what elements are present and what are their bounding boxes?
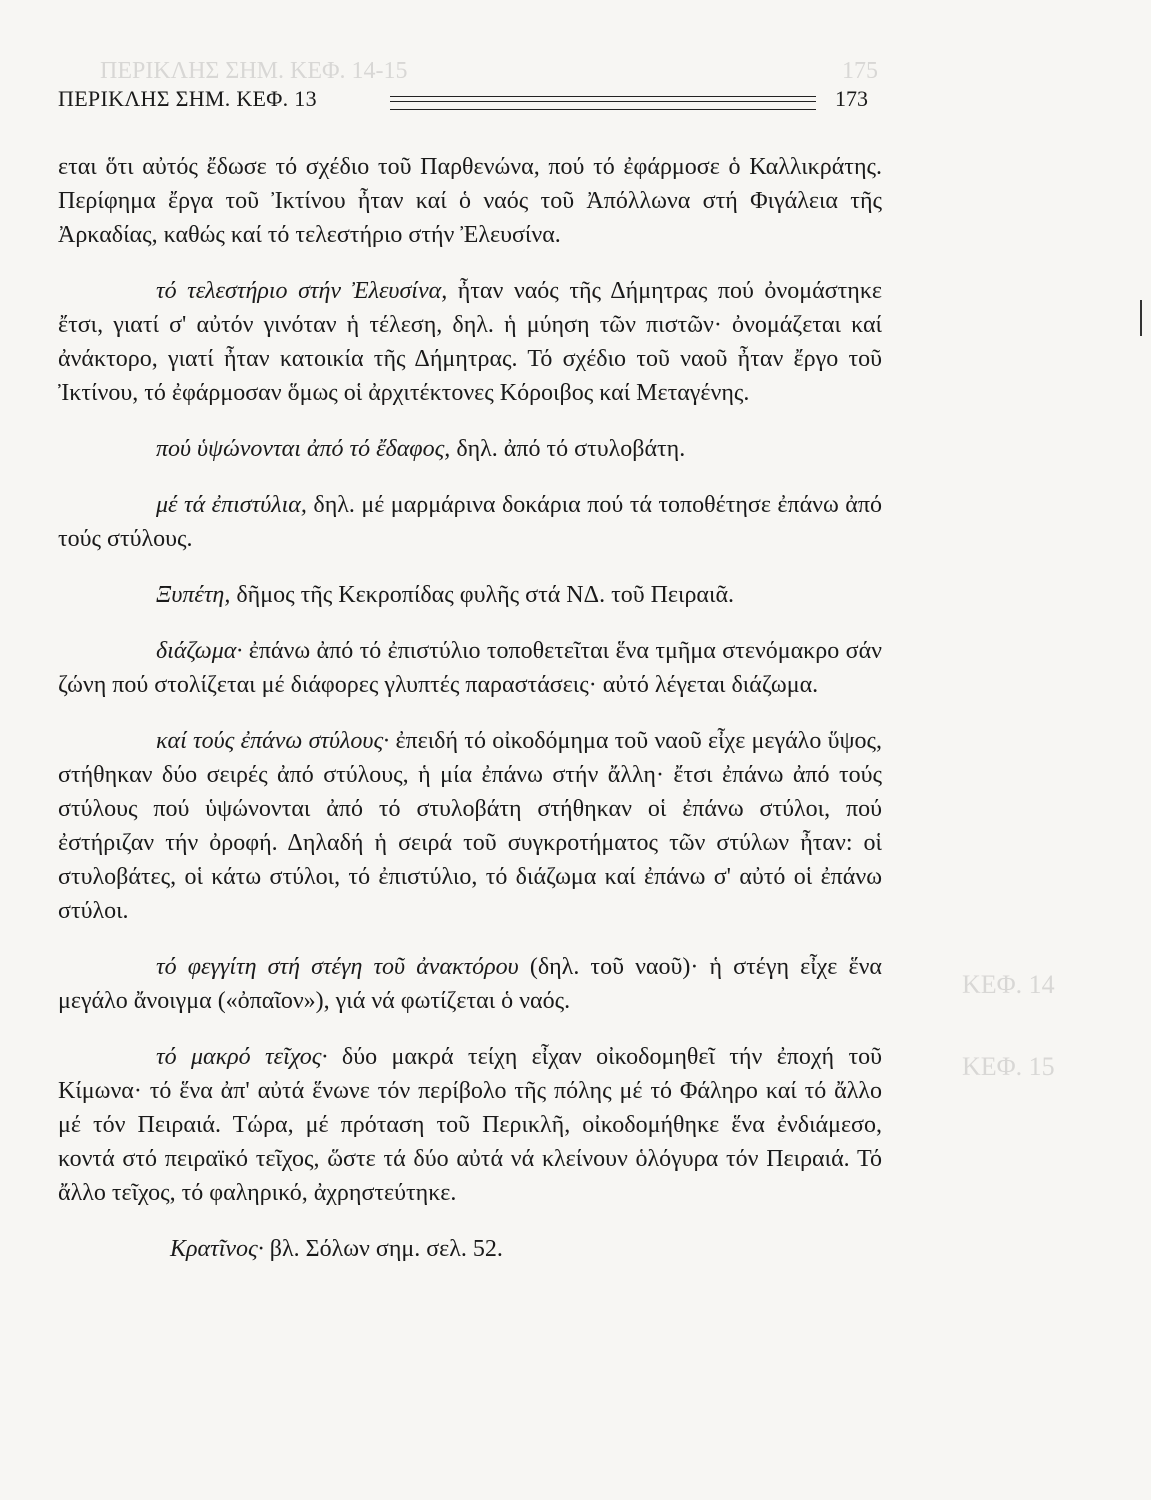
- paragraph-text: δῆμος τῆς Κεκροπίδας φυλῆς στά ΝΔ. τοῦ Πειραιᾶ.: [230, 582, 735, 608]
- glossary-term: μέ τά ἐπιστύλια,: [156, 492, 307, 518]
- paragraph-text: βλ. Σόλων σημ. σελ. 52.: [263, 1236, 503, 1262]
- bleed-through-title: ΠΕΡΙΚΛΗΣ ΣΗΜ. ΚΕΦ. 14-15: [100, 58, 408, 84]
- page-body: [58, 150, 882, 1288]
- bleed-through-page-number: 175: [842, 58, 878, 84]
- paragraph-text: (δηλ. τοῦ ναοῦ)· ἡ στέγη εἶχε ἕνα μεγάλο ἄνοιγμα («ὀπαῖον»), γιά νά φωτίζεται ὁ ναός.: [58, 954, 883, 1014]
- paragraph: [58, 578, 882, 612]
- paragraph-text: δηλ. μέ μαρμάρινα δοκάρια πού τά τοποθέτησε ἐπάνω ἀπό τούς στύλους.: [58, 492, 882, 552]
- paragraph: [58, 274, 882, 410]
- page-header: [58, 86, 868, 120]
- glossary-term: τό μακρό τεῖχος·: [156, 1044, 328, 1070]
- glossary-term: πού ὑψώνονται ἀπό τό ἔδαφος,: [156, 436, 451, 462]
- paragraph-text: δηλ. ἀπό τό στυλοβάτη.: [450, 436, 686, 462]
- paragraph: [58, 950, 882, 1018]
- scan-edge-mark: [1140, 300, 1142, 336]
- paragraph-text: ἐπειδή τό οἰκοδόμημα τοῦ ναοῦ εἶχε μεγάλο ὕψος, στήθηκαν δύο σειρές ἀπό στύλους, ἡ μία ἐπάνω στήν ἄλλη· ἔτσι ἐπάνω ἀπό τούς στύλους πού ὑψώνονται ἀπό τό στυλοβάτη στήθηκαν οἱ ἐπάνω στύλοι, πού ἐστήριζαν τήν ὀροφή. Δηλαδή ἡ σειρά τοῦ συγκροτήματος τῶν στύλων ἦταν: οἱ στυλοβάτες, οἱ κάτω στύλοι, τό ἐπιστύλιο, τό διάζωμα καί ἐπάνω σ' αὐτό οἱ ἐπάνω στύλοι.: [58, 728, 882, 924]
- paragraph: [58, 488, 882, 556]
- paragraph-text: ἦταν ναός τῆς Δήμητρας πού ὀνομάστηκε ἔτσι, γιατί σ' αὐτόν γινόταν ἡ τέλεση, δηλ. ἡ μύηση τῶν πιστῶν· ὀνομάζεται καί ἀνάκτορο, γιατί ἦταν κατοικία τῆς Δήμητρας. Τό σχέδιο τοῦ ναοῦ ἦταν ἔργο τοῦ Ἰκτίνου, τό ἐφάρμοσαν ὅμως οἱ ἀρχιτέκτονες Κόροιβος καί Μεταγένης.: [58, 278, 882, 406]
- glossary-term: τό φεγγίτη στή στέγη τοῦ ἀνακτόρου: [156, 954, 519, 980]
- page-number: 173: [835, 86, 868, 111]
- paragraph: [58, 1232, 882, 1266]
- paragraph: [58, 432, 882, 466]
- glossary-term: τό τελεστήριο στήν Ἐλευσίνα,: [156, 278, 448, 304]
- bleed-through-side-label: ΚΕΦ. 14: [962, 970, 1055, 999]
- running-title: ΠΕΡΙΚΛΗΣ ΣΗΜ. ΚΕΦ. 13: [58, 86, 317, 111]
- paragraph: [58, 724, 882, 928]
- paragraph: [58, 634, 882, 702]
- glossary-term: καί τούς ἐπάνω στύλους·: [156, 728, 390, 754]
- paragraph-text: εται ὅτι αὐτός ἔδωσε τό σχέδιο τοῦ Παρθενώνα, πού τό ἐφάρμοσε ὁ Καλλικράτης. Περίφημα ἔργα τοῦ Ἰκτίνου ἦταν καί ὁ ναός τοῦ Ἀπόλλωνα στή Φιγάλεια τῆς Ἀρκαδίας, καθώς καί τό τελεστήριο στήν Ἐλευσίνα.: [58, 154, 882, 248]
- paragraph: [58, 150, 882, 252]
- paragraph-text: δύο μακρά τείχη εἶχαν οἰκοδομηθεῖ τήν ἐποχή τοῦ Κίμωνα· τό ἕνα ἀπ' αὐτά ἕνωνε τόν περίβολο τῆς πόλης μέ τό Φάληρο καί τό ἄλλο μέ τόν Πειραιά. Τώρα, μέ πρόταση τοῦ Περικλῆ, οἰκοδομήθηκε ἕνα ἐνδιάμεσο, κοντά στό πειραϊκό τεῖχος, ὥστε τά δύο αὐτά νά κλείνουν ὁλόγυρα τόν Πειραιά. Τό ἄλλο τεῖχος, τό φαληρικό, ἀχρηστεύτηκε.: [58, 1044, 883, 1206]
- header-rule: [390, 96, 816, 110]
- paragraph-text: ἐπάνω ἀπό τό ἐπιστύλιο τοποθετεῖται ἕνα τμῆμα στενόμακρο σάν ζώνη πού στολίζεται μέ διάφορες γλυπτές παραστάσεις· αὐτό λέγεται διάζωμα.: [58, 638, 882, 698]
- glossary-term: Ξυπέτη,: [156, 582, 231, 608]
- paragraph: [58, 1040, 882, 1210]
- glossary-term: Κρατῖνος·: [170, 1236, 264, 1262]
- bleed-through-side-label: ΚΕΦ. 15: [962, 1052, 1055, 1081]
- glossary-term: διάζωμα·: [156, 638, 243, 664]
